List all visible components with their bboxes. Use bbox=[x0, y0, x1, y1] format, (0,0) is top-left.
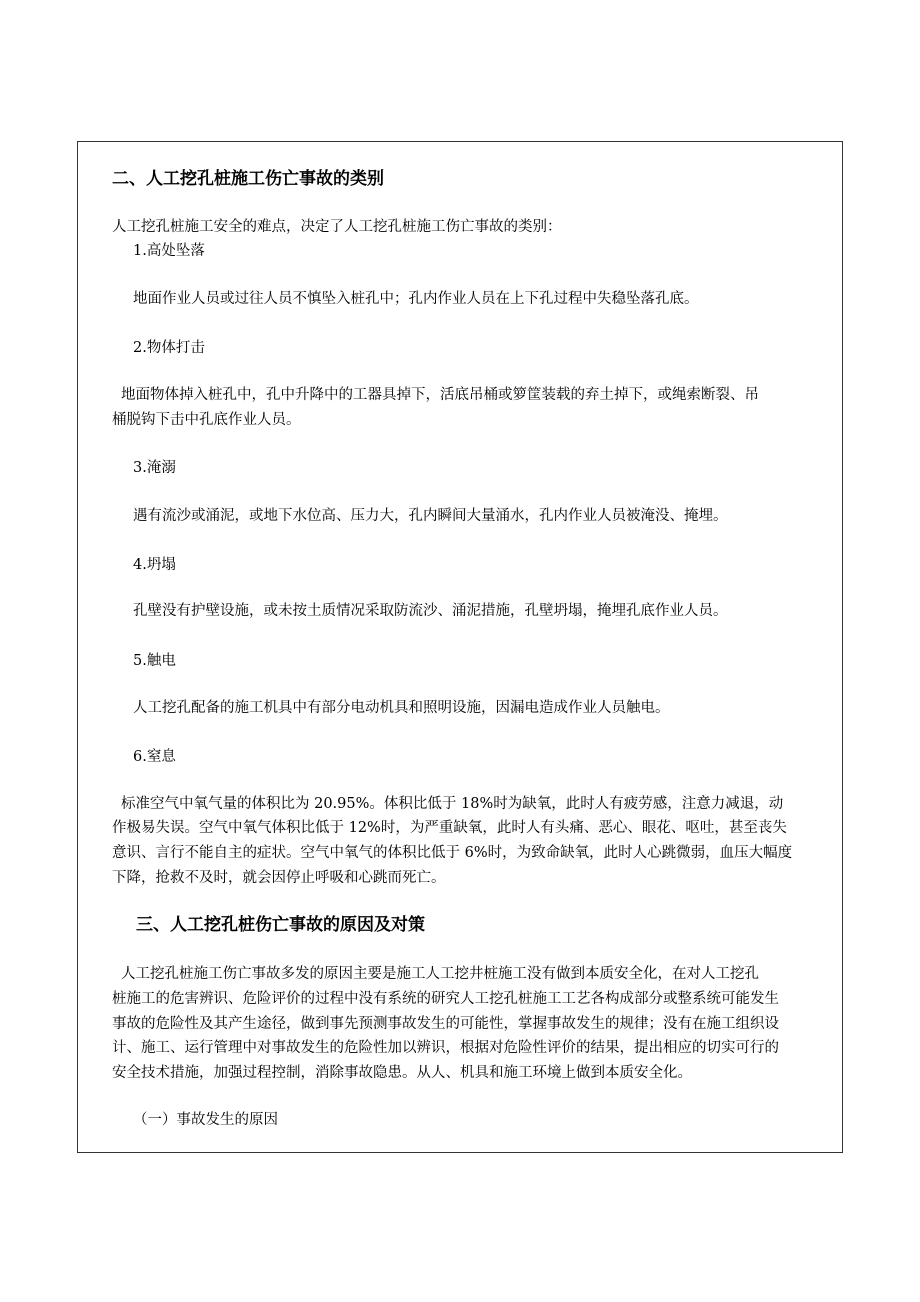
item-4-heading: 4.坍塌 bbox=[133, 557, 176, 573]
item-3-heading: 3.淹溺 bbox=[133, 460, 176, 476]
item-2-heading: 2.物体打击 bbox=[133, 340, 205, 356]
item-6-body-line-4: 下降，抢救不及时，就会因停止呼吸和心跳而死亡。 bbox=[112, 870, 446, 886]
item-5-body: 人工挖孔配备的施工机具中有部分电动机具和照明设施，因漏电造成作业人员触电。 bbox=[133, 700, 670, 716]
section-3-body-line-4: 计、施工、运行管理中对事故发生的危险性加以辨识，根据对危险性评价的结果，提出相应的切实可行的 bbox=[112, 1040, 779, 1056]
item-6-body-line-2: 作极易失误。空气中氧气体积比低于 12%时，为严重缺氧，此时人有头痛、恶心、眼花、呕吐，甚至丧失 bbox=[112, 820, 787, 836]
item-2-body-line-1: 地面物体掉入桩孔中，孔中升降中的工器具掉下，活底吊桶或箩筐装载的弃土掉下，或绳索断裂、吊 bbox=[121, 387, 759, 403]
item-1-body: 地面作业人员或过往人员不慎坠入桩孔中；孔内作业人员在上下孔过程中失稳坠落孔底。 bbox=[133, 291, 699, 307]
item-2-body-line-2: 桶脱钩下击中孔底作业人员。 bbox=[112, 412, 301, 428]
item-1-heading: 1.高处坠落 bbox=[133, 243, 205, 259]
section-3-body-line-3: 事故的危险性及其产生途径，做到事先预测事故发生的可能性，掌握事故发生的规律；没有在施工组织设 bbox=[112, 1016, 779, 1032]
subsection-heading-causes: （一）事故发生的原因 bbox=[133, 1112, 278, 1128]
section-2-title: 二、人工挖孔桩施工伤亡事故的类别 bbox=[112, 169, 384, 189]
item-3-body: 遇有流沙或涌泥，或地下水位高、压力大，孔内瞬间大量涌水，孔内作业人员被淹没、掩埋。 bbox=[133, 508, 728, 524]
section-3-body-line-2: 桩施工的危害辨识、危险评价的过程中没有系统的研究人工挖孔桩施工工艺各构成部分或整系统可能发生 bbox=[112, 991, 779, 1007]
item-5-heading: 5.触电 bbox=[133, 653, 176, 669]
item-4-body: 孔壁没有护壁设施，或未按土质情况采取防流沙、涌泥措施，孔壁坍塌，掩埋孔底作业人员。 bbox=[133, 603, 728, 619]
section-2-intro: 人工挖孔桩施工安全的难点，决定了人工挖孔桩施工伤亡事故的类别： bbox=[112, 219, 562, 235]
item-6-heading: 6.窒息 bbox=[133, 749, 176, 765]
section-3-body-line-1: 人工挖孔桩施工伤亡事故多发的原因主要是施工人工挖井桩施工没有做到本质安全化，在对人工挖孔 bbox=[121, 966, 759, 982]
item-6-body-line-1: 标准空气中氧气量的体积比为 20.95%。体积比低于 18%时为缺氧，此时人有疲劳感，注意力减退，动 bbox=[121, 796, 784, 812]
item-6-body-line-3: 意识、言行不能自主的症状。空气中氧气的体积比低于 6%时，为致命缺氧，此时人心跳微弱，血压大幅度 bbox=[112, 845, 793, 861]
section-3-title: 三、人工挖孔桩伤亡事故的原因及对策 bbox=[136, 915, 425, 935]
section-3-body-line-5: 安全技术措施，加强过程控制，消除事故隐患。从人、机具和施工环境上做到本质安全化。 bbox=[112, 1065, 692, 1081]
